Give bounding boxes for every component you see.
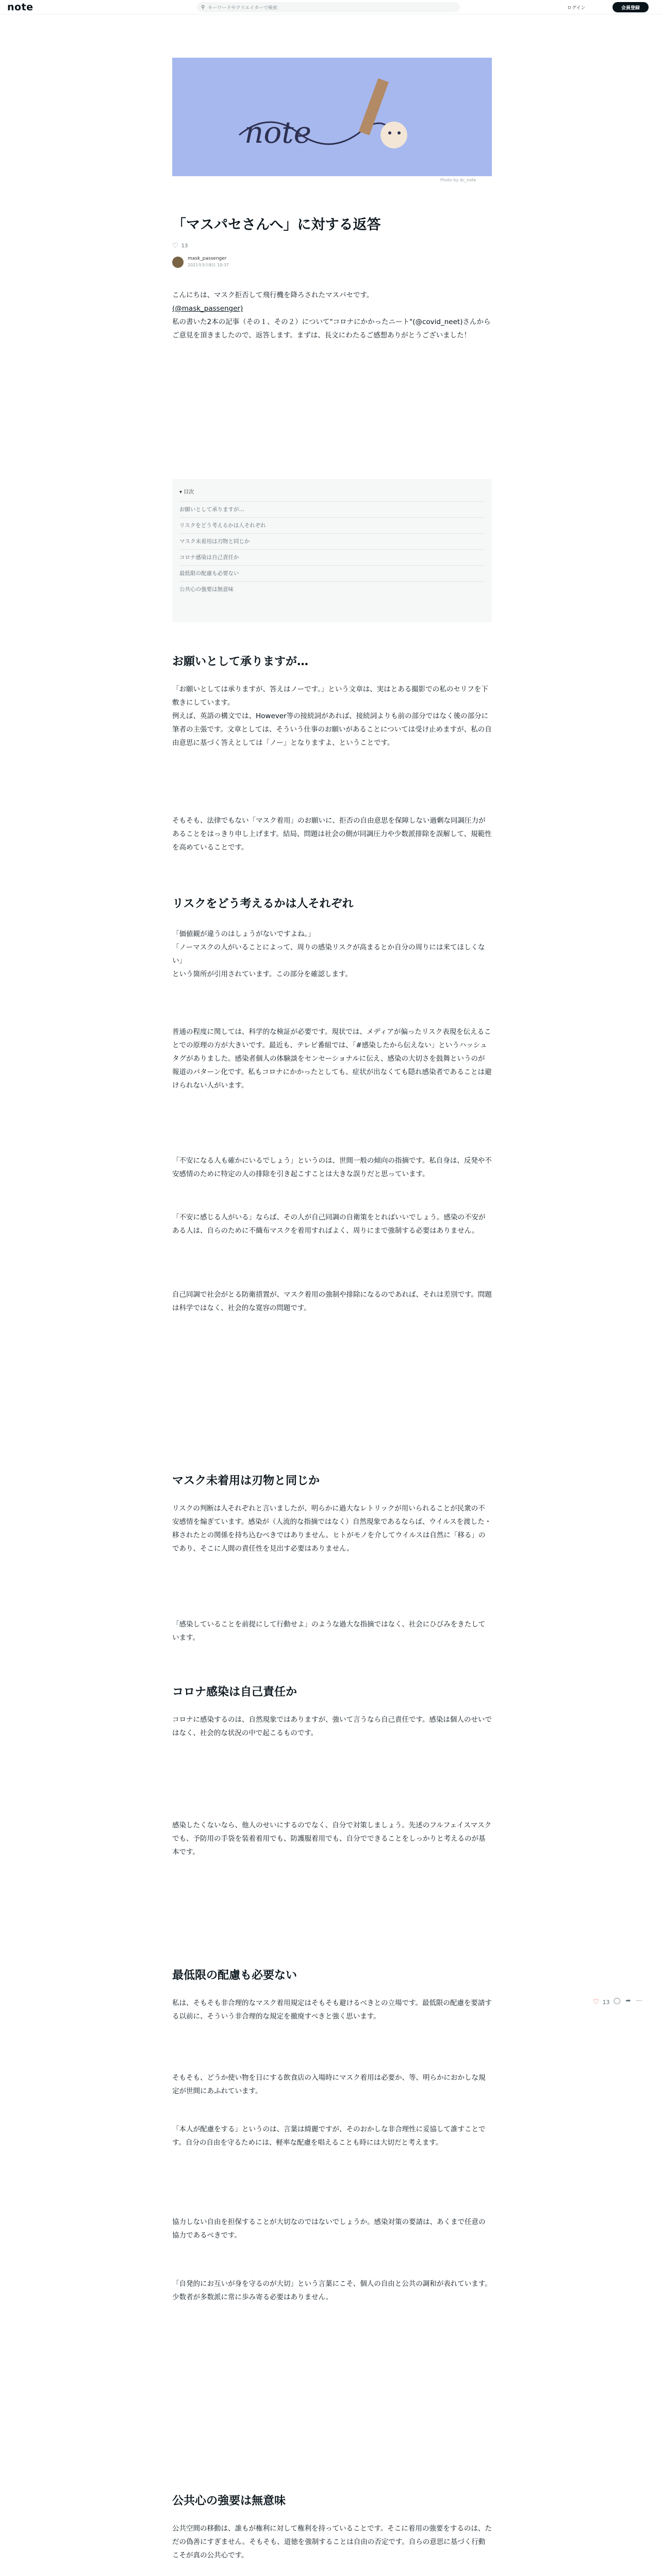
section-heading: マスク未着用は刃物と同じか — [172, 1475, 320, 1487]
section-heading: リスクをどう考えるかは人それぞれ — [172, 897, 354, 910]
author-info[interactable] — [172, 256, 492, 268]
quote-line: 「ノーマスクの人がいることによって、周りの感染リスクが高まるとか自分の周りには来てほしくない」 — [172, 943, 485, 965]
search-icon: ⚲ — [201, 4, 205, 10]
toc-item[interactable]: 最低限の配慮も必要ない — [179, 565, 485, 581]
article-like-count[interactable]: ♡ 13 — [172, 242, 188, 250]
toc-item[interactable]: お願いとして承りますが… — [179, 501, 485, 517]
pencil-cat-icon — [359, 78, 407, 148]
paragraph: リスクの判断は人それぞれと言いましたが、明らかに過大なレトリックが用いられることが民衆の不安感情を煽ぎています。感染が（人流的な指摘ではなく）自然現象であるならば、ウイルスを渡した・移されたとの関係を持ち込むべきではありません。ヒトがモノを介してウイルスは自然に「移る」のであり、そこに人間の責任性を見出す必要はありません。 — [172, 1504, 492, 1553]
signup-button[interactable]: 会員登録 — [613, 2, 649, 12]
section-body — [172, 683, 492, 750]
hero-illustration — [172, 58, 492, 176]
toc-item[interactable]: 公共心の強要は無意味 — [179, 581, 485, 597]
toc-item[interactable]: コロナ感染は自己責任か — [179, 549, 485, 565]
note-logo[interactable]: note — [7, 1, 34, 13]
floating-share-icons — [614, 1997, 648, 2004]
paragraph: 「不安に感じる人がいる」ならば、その人が自己同調の自衛策をとればいいでしょう。感染の不安がある人は、自らのために不織布マスクを着用すればよく、周りにまで強制する必要はありません。 — [172, 1213, 486, 1235]
quote-line: 「価値観が違うのはしょうがないですよね。」 — [172, 930, 315, 938]
paragraph: そもそも、どうか使い物を日にする飲食店の入場時にマスク着用は必要か、等、明らかにおかしな規定が世間にあふれています。 — [172, 2074, 486, 2095]
login-link[interactable]: ログイン — [567, 6, 586, 11]
paragraph: そもそも、法律でもない「マスク着用」のお願いに、拒否の自由意思を保障しない過剰な同調圧力があることをはっきり申し上げます。結局、問題は社会の側が同調圧力や少数派排除を誤解して、規範性を高めていることです。 — [172, 817, 492, 852]
section-heading: 最低限の配慮も必要ない — [172, 1969, 297, 1982]
paragraph: 例えば、英語の構文では、However等の接続詞があれば、接続詞よりも前の部分ではなく後の部分に筆者の主張です。文章としては、そういう仕事のお願いがあることについては受け止めますが、私の自由意思に基づく答えとしては「ノー」となりますよ、ということです。 — [172, 712, 492, 747]
avatar[interactable] — [172, 257, 184, 268]
top-header — [0, 0, 662, 14]
intro — [172, 289, 492, 342]
author-name[interactable]: mask_passenger — [188, 256, 227, 261]
paragraph: 協力しない自由を担保することが大切なのではないでしょうか。感染対策の要請は、あくまで任意の協力であるべきです。 — [172, 2218, 486, 2240]
table-of-contents — [172, 479, 492, 622]
section-heading: 公共心の強要は無意味 — [172, 2495, 286, 2507]
heart-icon[interactable]: ♡ — [172, 242, 178, 250]
toc-item[interactable]: リスクをどう考えるかは人それぞれ — [179, 517, 485, 533]
article-title: 「マスパセさんへ」に対する返答 — [172, 217, 381, 233]
paragraph: 「自発的にお互いが身を守るのが大切」という言葉にこそ、個人の自由と公共の調和が表れています。少数者が多数派に常に歩み寄る必要はありません。 — [172, 2280, 492, 2301]
paragraph: コロナに感染するのは、自然現象ではありますが、強いて言うなら自己責任です。感染は個人のせいではなく、社会的な状況の中で起こるものです。 — [172, 1716, 492, 1737]
hero-logo-text: note — [244, 115, 311, 150]
heart-icon[interactable]: ♡ — [593, 1998, 600, 2006]
toc-title: ▾ 目次 — [179, 489, 194, 495]
floating-like-button[interactable]: ♡ 13 — [593, 1998, 610, 2006]
paragraph: 公共空間の移動は、誰もが権利に対して権利を持っていることです。そこに着用の強要をするのは、ただの偽善にすぎません。そもそも、道徳を強制することは自由の否定です。自らの意思に基づく行動こそが真の公共心です。 — [172, 2524, 492, 2560]
photo-credit: Photo by dc_note — [440, 178, 476, 182]
comment-icon[interactable]: ◯ — [614, 1997, 626, 2004]
search-input[interactable]: キーワードやクリエイターで検索 — [208, 5, 278, 11]
paragraph: 感染したくないなら、他人のせいにするのでなく、自分で対策しましょう。先述のフルフェイスマスクでも、予防用の手袋を装着着用でも、防護服着用でも、自分でできることをしっかりと考えるのが基本です。 — [172, 1821, 492, 1856]
quote-block — [172, 927, 492, 981]
paragraph: 「本人が配慮をする」というのは、言葉は綺麗ですが、そのおかしな非合理性に妥協して誰すことです。自分の自由を守るためには、軽率な配慮を唱えることも時には大切だと考えます。 — [172, 2125, 486, 2147]
share-icon[interactable]: ➦ — [625, 1997, 636, 2004]
section-heading: お願いとして承りますが… — [172, 655, 309, 668]
post-date: 2021年5月8日 10:37 — [188, 263, 229, 267]
paragraph: 「不安になる人も確かにいるでしょう」というのは、世間一般の傾向の指摘です。私自身は、反発や不安感情のために特定の人の排除を引き起こすことは大きな誤りだと思っています。 — [172, 1157, 492, 1178]
paragraph: 私は、そもそも非合理的なマスク着用規定はそもそも避けるべきとの立場です。最低限の配慮を要請する以前に、そういう非合理的な規定を撤廃すべきと強く思います。 — [172, 1999, 492, 2021]
search-box[interactable] — [197, 2, 460, 12]
quote-line: という箇所が引用されています。この部分を確認します。 — [172, 970, 352, 978]
intro-line: 私の書いた2本の記事（その１、その２）について"コロナにかかったニート"(@covid_neet)さんからご意見を頂きましたので、返答します。まずは、長文にわたるご感想ありがとうございました！ — [172, 318, 491, 340]
paragraph: 普通の程度に関しては、科学的な検証が必要です。現状では、メディアが偏ったリスク表現を伝えることでの原理の方が大きいです。最近も、テレビ番組では、「#感染したから伝えない」というハッシュタグがありました。感染者個人の体験談をセンセーショナルに伝え、感染の大切さを鼓舞というのが報道のパターン化です。私もコロナにかかったとしても、症状が出なくても隠れ感染者であることは避けられない人がいます。 — [172, 1028, 492, 1090]
intro-line: こんにちは、マスク拒否して飛行機を降ろされたマスパセです。 — [172, 291, 374, 299]
paragraph: 「感染していることを前提にして行動せよ」のような過大な指摘ではなく、社会にひびみをきたしています。 — [172, 1620, 486, 1642]
more-icon[interactable]: ⋯ — [636, 1997, 648, 2004]
paragraph: 自己同調で社会がとる防衛措置が、マスク着用の強制や排除になるのであれば、それは差別です。問題は科学ではなく、社会的な寛容の問題です。 — [172, 1291, 492, 1312]
hero-image — [172, 58, 492, 176]
paragraph: 「お願いとしては承りますが、答えはノーです。」という文章は、実はとある撮影での私のセリフを下敷きにしています。 — [172, 685, 488, 707]
section-heading: コロナ感染は自己責任か — [172, 1686, 297, 1699]
twitter-handle-link[interactable]: (@mask_passenger) — [172, 304, 243, 313]
toc-item[interactable]: マスク未着用は刃物と同じか — [179, 533, 485, 549]
